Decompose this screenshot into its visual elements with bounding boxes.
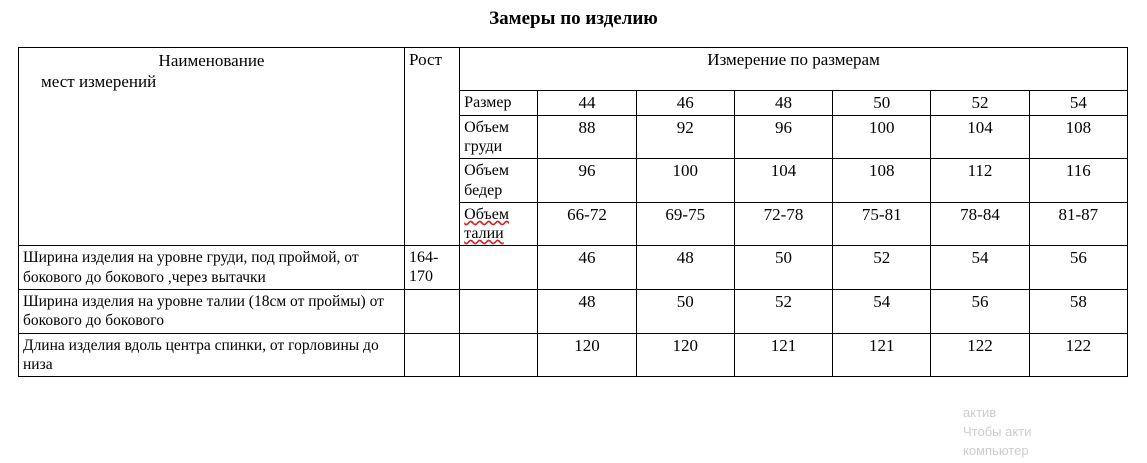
cell-waist-44: 66-72 (538, 202, 636, 245)
cell-size-54: 54 (1029, 91, 1127, 116)
row-label-hips-line2: бедер (464, 181, 503, 199)
table-row (19, 333, 1128, 377)
cell-waist-width-44: 48 (538, 289, 636, 333)
watermark-line-2: Чтобы акти (963, 424, 1032, 440)
row-rost-waist-width (405, 289, 460, 333)
cell-waist-width-50: 54 (833, 289, 931, 333)
cell-length-46: 120 (636, 333, 734, 377)
cell-waist-width-54: 58 (1029, 289, 1127, 333)
table-row (19, 289, 1128, 333)
cell-waist-50: 75-81 (833, 202, 931, 245)
activation-watermark (963, 404, 1143, 461)
cell-chest-width-label (460, 246, 538, 290)
cell-chest-width-54: 56 (1029, 246, 1127, 290)
cell-length-54: 122 (1029, 333, 1127, 377)
page-title: Замеры по изделию (489, 8, 658, 29)
cell-size-48: 48 (734, 91, 832, 116)
cell-chest-width-48: 50 (734, 246, 832, 290)
cell-hips-46: 100 (636, 159, 734, 202)
cell-hips-44: 96 (538, 159, 636, 202)
cell-length-44: 120 (538, 333, 636, 377)
cell-length-label (460, 333, 538, 377)
cell-waist-width-label (460, 289, 538, 333)
row-description-length: Длина изделия вдоль центра спинки, от горловины до низа (19, 333, 405, 377)
cell-size-50: 50 (833, 91, 931, 116)
row-label-chest (460, 116, 538, 159)
cell-hips-54: 116 (1029, 159, 1127, 202)
watermark-line-3: компьютер (963, 443, 1029, 459)
table-header-row (19, 48, 1128, 91)
table-row (19, 246, 1128, 290)
cell-chest-54: 108 (1029, 116, 1127, 159)
row-label-hips (460, 159, 538, 202)
cell-hips-52: 112 (931, 159, 1029, 202)
row-rost-length (405, 333, 460, 377)
cell-waist-width-52: 56 (931, 289, 1029, 333)
row-label-size-text: Размер (464, 94, 512, 111)
cell-chest-48: 96 (734, 116, 832, 159)
cell-chest-46: 92 (636, 116, 734, 159)
cell-waist-width-46: 50 (636, 289, 734, 333)
cell-waist-48: 72-78 (734, 202, 832, 245)
cell-waist-width-48: 52 (734, 289, 832, 333)
row-label-chest-line2: груди (464, 138, 503, 156)
row-label-waist-line1: Объем (464, 205, 509, 223)
cell-chest-width-46: 48 (636, 246, 734, 290)
cell-length-50: 121 (833, 333, 931, 377)
cell-chest-width-50: 52 (833, 246, 931, 290)
row-label-hips-line1: Объем (464, 162, 509, 180)
cell-hips-48: 104 (734, 159, 832, 202)
row-rost-chest-width: 164-170 (405, 246, 460, 290)
row-label-waist (460, 202, 538, 245)
cell-size-44: 44 (538, 91, 636, 116)
header-name-line1: Наименование (158, 51, 265, 70)
header-name-line2: мест измерений (41, 72, 157, 92)
cell-hips-50: 108 (833, 159, 931, 202)
header-cell-measurements: Измерение по размерам (460, 48, 1128, 91)
header-cell-name (19, 48, 405, 246)
cell-chest-width-52: 54 (931, 246, 1029, 290)
cell-size-52: 52 (931, 91, 1029, 116)
cell-waist-52: 78-84 (931, 202, 1029, 245)
row-description-waist-width: Ширина изделия на уровне талии (18см от проймы) от бокового до бокового (19, 289, 405, 333)
row-description-chest-width: Ширина изделия на уровне груди, под проймой, от бокового до бокового ,через вытачки (19, 246, 405, 290)
cell-chest-44: 88 (538, 116, 636, 159)
cell-chest-50: 100 (833, 116, 931, 159)
cell-size-46: 46 (636, 91, 734, 116)
cell-length-52: 122 (931, 333, 1029, 377)
cell-waist-54: 81-87 (1029, 202, 1127, 245)
cell-chest-52: 104 (931, 116, 1029, 159)
cell-waist-46: 69-75 (636, 202, 734, 245)
cell-length-48: 121 (734, 333, 832, 377)
watermark-line-1: актив (963, 405, 997, 421)
header-cell-rost: Рост (405, 48, 460, 246)
row-label-size (460, 91, 538, 116)
cell-chest-width-44: 46 (538, 246, 636, 290)
row-label-waist-line2: талии (464, 224, 504, 242)
measurements-table (18, 47, 1128, 377)
row-label-chest-line1: Объем (464, 119, 509, 136)
